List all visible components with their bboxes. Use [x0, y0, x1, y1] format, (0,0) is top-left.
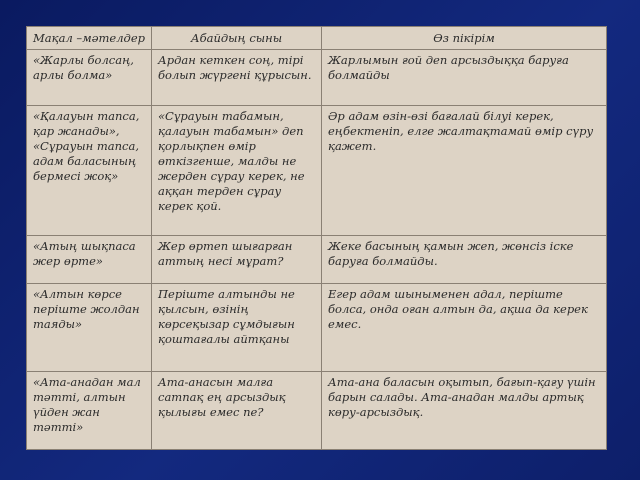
proverbs-table [26, 26, 607, 450]
critique-cell: Ардан кеткен соң, тірі болып жүргені құрысын. [152, 50, 322, 106]
table-row [27, 372, 607, 450]
critique-cell: Ата-анасын малға сатпақ ең арсыздық қылығы емес пе? [152, 372, 322, 450]
proverb-cell: «Атың шықпаса жер өрте» [27, 236, 152, 284]
header-abai-critique: Абайдың сыны [152, 27, 322, 50]
proverb-cell: «Ата-анадан мал тәтті, алтын үйден жан тәтті» [27, 372, 152, 450]
opinion-cell: Егер адам шыныменен адал, періште болса, онда оған алтын да, ақша да керек емес. [322, 284, 607, 372]
critique-cell: Жер өртеп шығарған аттың несі мұрат? [152, 236, 322, 284]
table-row [27, 236, 607, 284]
header-proverbs: Мақал –мәтелдер [27, 27, 152, 50]
header-row [27, 27, 607, 50]
proverb-cell: «Алтын көрсе періште жолдан таяды» [27, 284, 152, 372]
table-row [27, 284, 607, 372]
table-row [27, 106, 607, 236]
critique-cell: Періште алтынды не қылсын, өзінің көрсеқызар сұмдығын қоштағалы айтқаны [152, 284, 322, 372]
opinion-cell: Жеке басының қамын жеп, жөнсіз іске баруға болмайды. [322, 236, 607, 284]
header-own-opinion: Өз пікірім [322, 27, 607, 50]
critique-cell: «Сұрауын табамын, қалауын табамын» деп қорлықпен өмір өткізгенше, малды не жерден сұрау керек, не аққан терден сұрау керек қой. [152, 106, 322, 236]
opinion-cell: Жарлымын ғой деп арсыздыққа баруға болмайды [322, 50, 607, 106]
proverb-cell: «Жарлы болсаң, арлы болма» [27, 50, 152, 106]
opinion-cell: Ата-ана баласын оқытып, бағып-қағу үшін барын салады. Ата-анадан малды артық көру-арсыздық. [322, 372, 607, 450]
proverb-cell: «Қалауын тапса, қар жанады», «Сұрауын тапса, адам баласының бермесі жоқ» [27, 106, 152, 236]
opinion-cell: Әр адам өзін-өзі бағалай білуі керек, еңбектеніп, елге жалтақтамай өмір сүру қажет. [322, 106, 607, 236]
table-row [27, 50, 607, 106]
